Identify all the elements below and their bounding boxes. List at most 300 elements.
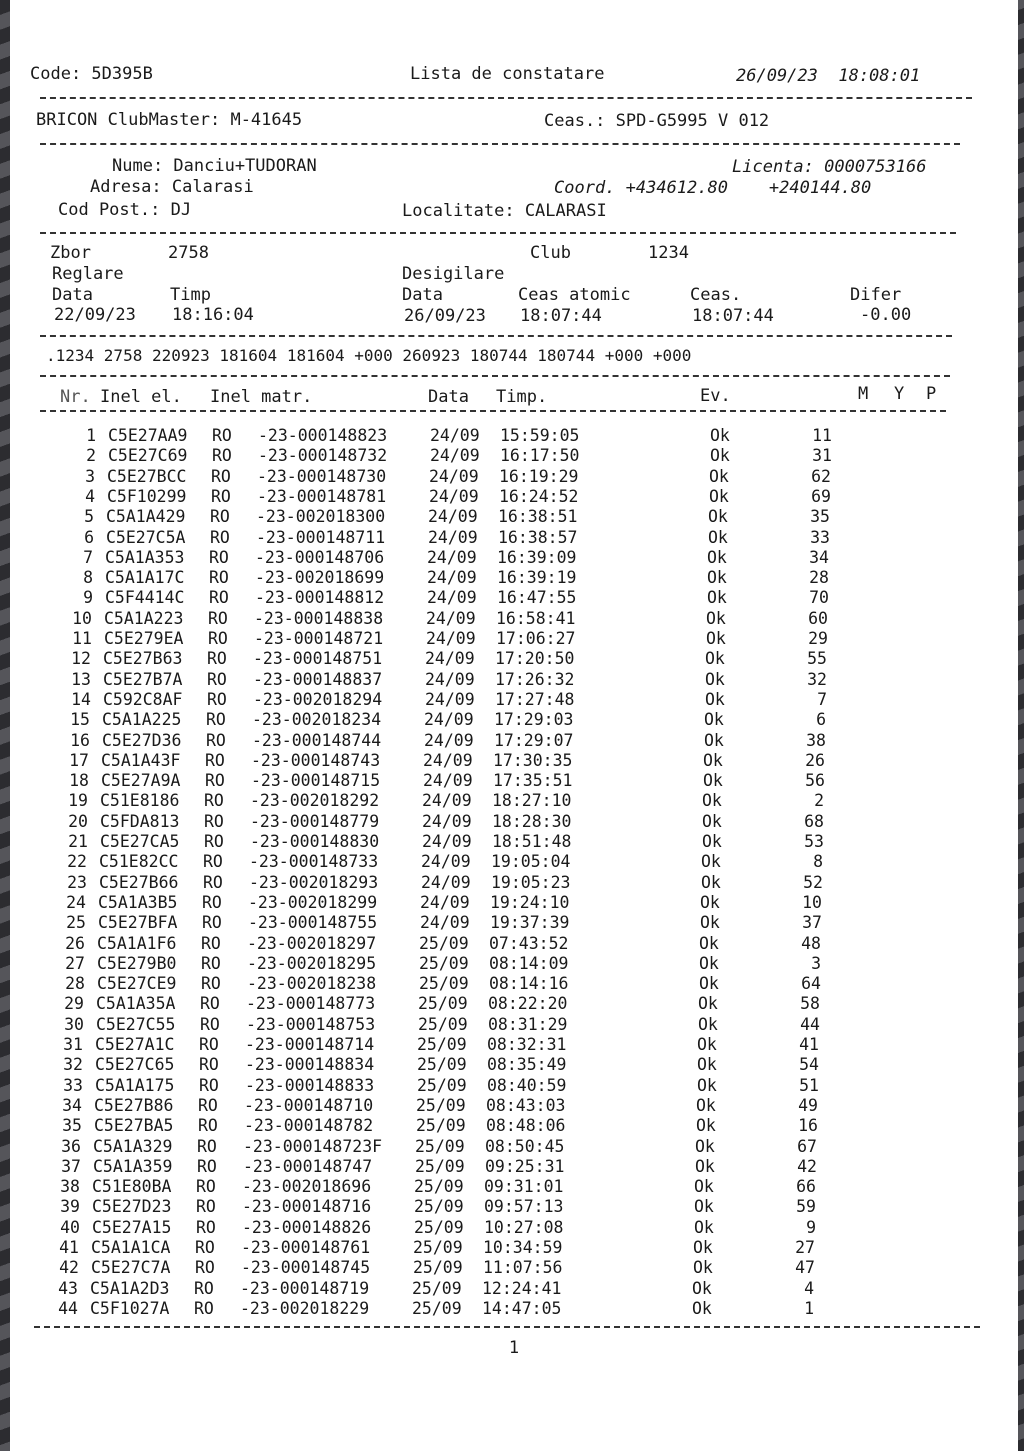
arrival-time: 09:57:13 — [484, 1197, 564, 1217]
ring-matricol: -23-000148747 — [243, 1156, 373, 1176]
ring-country: RO — [211, 466, 231, 486]
event-status: Ok — [706, 629, 726, 648]
row-value: 3 — [811, 953, 821, 973]
event-status: Ok — [709, 466, 729, 486]
arrival-date: 24/09 — [426, 608, 476, 628]
row-number: 7 — [83, 547, 93, 567]
row-number: 34 — [62, 1095, 82, 1115]
clock-label: Ceas.: SPD-G5995 V 012 — [544, 111, 770, 131]
arrival-date: 25/09 — [415, 1136, 465, 1156]
row-number: 1 — [86, 426, 96, 445]
row-number: 8 — [83, 568, 93, 588]
arrival-date: 24/09 — [425, 649, 475, 669]
divider — [40, 97, 972, 99]
table-row — [10, 670, 1005, 690]
ring-country: RO — [204, 791, 224, 811]
event-status: Ok — [695, 1136, 715, 1156]
event-status: Ok — [694, 1177, 714, 1197]
row-number: 20 — [68, 811, 88, 831]
electronic-ring: C5E27B86 — [94, 1095, 174, 1115]
ring-country: RO — [201, 933, 221, 953]
row-value: 67 — [797, 1136, 817, 1156]
arrival-time: 18:51:48 — [492, 832, 572, 851]
row-number: 42 — [59, 1258, 79, 1278]
arrival-date: 24/09 — [422, 791, 472, 811]
row-number: 33 — [63, 1075, 83, 1095]
arrival-time: 17:29:03 — [494, 710, 574, 730]
event-status: Ok — [694, 1197, 714, 1217]
arrival-date: 25/09 — [416, 1116, 466, 1136]
ring-matricol: -23-000148781 — [257, 486, 387, 506]
col-ev: Ev. — [700, 386, 731, 406]
row-number: 32 — [63, 1055, 83, 1075]
row-value: 42 — [797, 1156, 817, 1176]
ring-country: RO — [198, 1116, 218, 1136]
ring-country: RO — [208, 629, 228, 648]
row-number: 27 — [65, 953, 85, 973]
ring-country: RO — [212, 446, 232, 466]
device-label: BRICON ClubMaster: M-41645 — [36, 110, 303, 130]
arrival-time: 16:58:41 — [496, 608, 576, 628]
row-number: 21 — [68, 832, 88, 851]
arrival-time: 19:05:04 — [491, 852, 571, 872]
arrival-date: 25/09 — [419, 953, 469, 973]
ring-matricol: -23-000148812 — [255, 588, 385, 608]
ring-country: RO — [212, 426, 232, 445]
event-status: Ok — [693, 1258, 713, 1278]
arrival-time: 10:27:08 — [484, 1217, 564, 1237]
row-value: 1 — [804, 1298, 814, 1318]
arrival-time: 08:32:31 — [487, 1035, 567, 1054]
row-value: 54 — [799, 1055, 819, 1075]
arrival-time: 16:24:52 — [499, 486, 579, 506]
electronic-ring: C5E27BA5 — [94, 1116, 174, 1136]
row-number: 18 — [69, 771, 89, 791]
arrival-time: 09:25:31 — [485, 1156, 565, 1176]
row-value: 33 — [810, 527, 830, 547]
event-status: Ok — [702, 832, 722, 851]
row-value: 56 — [805, 771, 825, 791]
electronic-ring: C5E27CA5 — [100, 832, 180, 851]
arrival-date: 24/09 — [420, 892, 470, 912]
arrival-time: 08:35:49 — [487, 1055, 567, 1075]
event-status: Ok — [698, 994, 718, 1014]
ring-country: RO — [207, 689, 227, 709]
arrival-time: 08:50:45 — [485, 1136, 565, 1156]
ring-matricol: -23-002018699 — [255, 568, 385, 588]
ring-country: RO — [196, 1197, 216, 1217]
arrival-date: 24/09 — [422, 811, 472, 831]
arrival-time: 17:29:07 — [494, 730, 574, 750]
arrival-time: 08:14:16 — [489, 974, 569, 994]
ring-matricol: -23-000148706 — [255, 547, 385, 567]
ring-country: RO — [210, 527, 230, 547]
table-row — [10, 1035, 997, 1055]
electronic-ring: C5E27B63 — [103, 649, 183, 669]
divider — [40, 335, 952, 337]
table-row — [10, 609, 1006, 629]
event-status: Ok — [696, 1116, 716, 1136]
event-status: Ok — [693, 1238, 713, 1257]
ring-matricol: -23-000148773 — [246, 994, 376, 1014]
table-row — [10, 994, 998, 1014]
row-number: 13 — [71, 669, 91, 689]
code-label: Code: 5D395B — [30, 64, 153, 84]
event-status: Ok — [699, 953, 719, 973]
ring-matricol: -23-002018238 — [247, 974, 377, 994]
ring-country: RO — [204, 811, 224, 831]
event-status: Ok — [710, 446, 730, 466]
row-number: 9 — [83, 588, 93, 608]
locality: Localitate: CALARASI — [402, 201, 607, 221]
col-p: P — [926, 384, 937, 404]
table-row — [10, 934, 999, 954]
ring-matricol: -23-000148716 — [242, 1197, 372, 1217]
col-inel-el: Inel el. — [100, 387, 182, 407]
table-row — [10, 528, 1008, 548]
arrival-date: 25/09 — [417, 1075, 467, 1095]
arrival-date: 25/09 — [417, 1035, 467, 1054]
ceas-time: 18:07:44 — [692, 306, 774, 326]
ring-country: RO — [205, 771, 225, 791]
arrival-time: 08:22:20 — [488, 994, 568, 1014]
row-value: 7 — [817, 689, 827, 709]
electronic-ring: C5E27D36 — [102, 730, 182, 750]
arrival-time: 15:59:05 — [500, 426, 580, 445]
ring-matricol: -23-002018229 — [240, 1298, 370, 1318]
row-number: 35 — [62, 1116, 82, 1136]
event-status: Ok — [697, 1035, 717, 1054]
row-value: 32 — [807, 669, 827, 689]
page-number: 1 — [508, 1338, 520, 1358]
arrival-time: 16:39:09 — [497, 547, 577, 567]
table-row — [10, 954, 999, 974]
table-row — [10, 1279, 992, 1299]
ring-country: RO — [194, 1278, 214, 1298]
event-status: Ok — [701, 872, 721, 892]
ring-matricol: -23-000148761 — [241, 1238, 371, 1257]
ring-matricol: -23-002018696 — [242, 1177, 372, 1197]
arrival-time: 16:17:50 — [500, 446, 580, 466]
event-status: Ok — [696, 1095, 716, 1115]
ring-country: RO — [201, 974, 221, 994]
table-row — [10, 710, 1004, 730]
table-row — [10, 467, 1009, 487]
row-value: 29 — [808, 629, 828, 648]
ring-country: RO — [199, 1055, 219, 1075]
arrival-date: 24/09 — [420, 913, 470, 933]
ring-matricol: -23-000148782 — [244, 1116, 374, 1136]
reglare-data-label: Data — [52, 285, 93, 305]
row-number: 10 — [72, 608, 92, 628]
arrival-date: 24/09 — [430, 446, 480, 466]
table-row — [10, 771, 1003, 791]
electronic-ring: C5E279B0 — [97, 953, 177, 973]
row-value: 70 — [809, 588, 829, 608]
row-value: 34 — [809, 547, 829, 567]
arrival-time: 10:34:59 — [483, 1238, 563, 1257]
ring-matricol: -23-002018234 — [252, 710, 382, 730]
row-value: 52 — [803, 872, 823, 892]
table-row — [10, 649, 1005, 669]
arrival-time: 17:27:48 — [495, 689, 575, 709]
ring-matricol: -23-002018295 — [247, 953, 377, 973]
arrival-date: 24/09 — [427, 568, 477, 588]
row-value: 64 — [801, 974, 821, 994]
table-row — [10, 1076, 997, 1096]
row-number: 12 — [71, 649, 91, 669]
ring-country: RO — [195, 1238, 215, 1257]
row-value: 47 — [795, 1258, 815, 1278]
table-row — [10, 1258, 993, 1278]
row-value: 35 — [810, 507, 830, 527]
event-status: Ok — [697, 1055, 717, 1075]
row-number: 31 — [63, 1035, 83, 1054]
arrival-time: 08:31:29 — [488, 1014, 568, 1034]
row-number: 22 — [67, 852, 87, 872]
table-row — [10, 852, 1001, 872]
row-value: 41 — [799, 1035, 819, 1054]
row-number: 36 — [61, 1136, 81, 1156]
ring-country: RO — [194, 1298, 214, 1318]
row-number: 17 — [69, 750, 89, 770]
zbor-label: Zbor — [50, 243, 91, 263]
table-row — [10, 1197, 994, 1217]
table-row — [10, 446, 1010, 466]
arrival-time: 17:20:50 — [495, 649, 575, 669]
table-row — [10, 1096, 996, 1116]
arrival-time: 17:30:35 — [493, 750, 573, 770]
divider — [40, 375, 950, 377]
arrival-time: 19:05:23 — [491, 872, 571, 892]
arrival-date: 24/09 — [428, 507, 478, 527]
row-number: 29 — [64, 994, 84, 1014]
event-status: Ok — [710, 426, 730, 445]
ring-country: RO — [209, 588, 229, 608]
row-number: 16 — [70, 730, 90, 750]
electronic-ring: C5A1A175 — [95, 1075, 175, 1095]
ring-matricol: -23-000148753 — [246, 1014, 376, 1034]
event-status: Ok — [707, 547, 727, 567]
col-inel-matr: Inel matr. — [210, 387, 313, 407]
ceas-label: Ceas. — [690, 285, 742, 305]
table-row — [10, 974, 999, 994]
reglare-time: 18:16:04 — [172, 305, 254, 325]
row-value: 66 — [796, 1177, 816, 1197]
arrival-time: 09:31:01 — [484, 1177, 564, 1197]
ring-country: RO — [207, 669, 227, 689]
arrival-date: 24/09 — [428, 527, 478, 547]
electronic-ring: C5A1A17C — [105, 568, 185, 588]
arrival-date: 25/09 — [419, 974, 469, 994]
ring-matricol: -23-000148779 — [250, 811, 380, 831]
postal-code: Cod Post.: DJ — [58, 200, 192, 220]
electronic-ring: C5E27D23 — [92, 1197, 172, 1217]
row-number: 25 — [66, 913, 86, 933]
row-value: 59 — [796, 1197, 816, 1217]
event-status: Ok — [705, 649, 725, 669]
table-row — [10, 690, 1005, 710]
electronic-ring: C5E27A1C — [95, 1035, 175, 1054]
table-row — [10, 548, 1007, 568]
ring-matricol: -23-000148751 — [253, 649, 383, 669]
arrival-time: 16:38:57 — [498, 527, 578, 547]
ring-matricol: -23-000148714 — [245, 1035, 375, 1054]
desigilare-label: Desigilare — [402, 264, 505, 284]
electronic-ring: C5FDA813 — [100, 811, 180, 831]
row-value: 55 — [807, 649, 827, 669]
arrival-time: 16:19:29 — [499, 466, 579, 486]
license-number: Licenta: 0000753166 — [732, 157, 927, 177]
row-number: 30 — [64, 1014, 84, 1034]
event-status: Ok — [695, 1156, 715, 1176]
table-row — [10, 568, 1007, 588]
club-label: Club — [530, 243, 571, 263]
row-value: 2 — [814, 791, 824, 811]
event-status: Ok — [700, 892, 720, 912]
arrival-date: 24/09 — [425, 689, 475, 709]
event-status: Ok — [708, 507, 728, 527]
electronic-ring: C5A1A1CA — [91, 1238, 171, 1257]
event-status: Ok — [707, 588, 727, 608]
row-value: 37 — [802, 913, 822, 933]
owner-address: Adresa: Calarasi — [90, 177, 254, 197]
event-status: Ok — [703, 750, 723, 770]
arrival-time: 12:24:41 — [482, 1278, 562, 1298]
arrival-time: 16:38:51 — [498, 507, 578, 527]
ring-matricol: -23-000148833 — [245, 1075, 375, 1095]
col-y: Y — [894, 384, 905, 404]
ring-matricol: -23-000148826 — [242, 1217, 372, 1237]
row-number: 38 — [60, 1177, 80, 1197]
row-number: 43 — [58, 1278, 78, 1298]
ring-matricol: -23-000148830 — [250, 832, 380, 851]
ring-matricol: -23-000148743 — [251, 750, 381, 770]
table-row — [10, 751, 1003, 771]
event-status: Ok — [706, 608, 726, 628]
arrival-date: 25/09 — [413, 1238, 463, 1257]
divider — [40, 143, 960, 145]
ring-matricol: -23-002018293 — [249, 872, 379, 892]
arrival-time: 08:14:09 — [489, 953, 569, 973]
ring-matricol: -23-000148711 — [256, 527, 386, 547]
table-row — [10, 629, 1006, 649]
ring-country: RO — [197, 1156, 217, 1176]
arrival-date: 25/09 — [418, 994, 468, 1014]
event-status: Ok — [709, 486, 729, 506]
arrival-date: 25/09 — [419, 933, 469, 953]
row-number: 44 — [58, 1298, 78, 1318]
row-number: 19 — [68, 791, 88, 811]
ring-matricol: -23-002018294 — [253, 689, 383, 709]
arrival-time: 18:28:30 — [492, 811, 572, 831]
electronic-ring: C5A1A35A — [96, 994, 176, 1014]
ring-country: RO — [207, 649, 227, 669]
arrival-date: 25/09 — [415, 1156, 465, 1176]
col-timp: Timp. — [496, 387, 548, 407]
ring-country: RO — [202, 892, 222, 912]
row-value: 26 — [805, 750, 825, 770]
arrival-date: 25/09 — [414, 1217, 464, 1237]
ring-matricol: -23-000148837 — [253, 669, 383, 689]
electronic-ring: C5E27C65 — [95, 1055, 175, 1075]
electronic-ring: C5E27C7A — [91, 1258, 171, 1278]
ring-country: RO — [205, 750, 225, 770]
event-status: Ok — [705, 689, 725, 709]
row-value: 62 — [811, 466, 831, 486]
owner-name: Nume: Danciu+TUDORAN — [112, 156, 317, 176]
row-number: 28 — [65, 974, 85, 994]
ring-matricol: -23-000148719 — [240, 1278, 370, 1298]
row-value: 16 — [798, 1116, 818, 1136]
arrival-time: 08:43:03 — [486, 1095, 566, 1115]
row-number: 4 — [85, 486, 95, 506]
row-number: 26 — [65, 933, 85, 953]
divider — [40, 410, 946, 412]
arrival-date: 25/09 — [412, 1278, 462, 1298]
ring-matricol: -23-000148732 — [258, 446, 388, 466]
arrival-date: 24/09 — [423, 750, 473, 770]
table-row — [10, 1055, 997, 1075]
arrival-time: 17:35:51 — [493, 771, 573, 791]
electronic-ring: C5F10299 — [107, 486, 187, 506]
electronic-ring: C5E27A15 — [92, 1217, 172, 1237]
row-number: 39 — [60, 1197, 80, 1217]
event-status: Ok — [694, 1217, 714, 1237]
arrival-time: 17:26:32 — [495, 669, 575, 689]
electronic-ring: C5E27C5A — [106, 527, 186, 547]
arrival-date: 24/09 — [424, 730, 474, 750]
arrival-date: 24/09 — [430, 426, 480, 445]
row-number: 11 — [72, 629, 92, 648]
row-value: 6 — [816, 710, 826, 730]
arrival-time: 11:07:56 — [483, 1258, 563, 1278]
electronic-ring: C5E27C55 — [96, 1014, 176, 1034]
arrival-time: 19:24:10 — [490, 892, 570, 912]
ring-country: RO — [196, 1217, 216, 1237]
arrival-date: 25/09 — [417, 1055, 467, 1075]
ring-country: RO — [203, 872, 223, 892]
arrival-time: 19:37:39 — [490, 913, 570, 933]
row-value: 53 — [804, 832, 824, 851]
electronic-ring: C51E82CC — [99, 852, 179, 872]
col-nr: Nr. — [60, 387, 91, 407]
ring-matricol: -23-000148730 — [257, 466, 387, 486]
electronic-ring: C5E27CE9 — [97, 974, 177, 994]
coordinates: Coord. +434612.80 +240144.80 — [554, 178, 872, 198]
table-row — [10, 832, 1002, 852]
row-number: 41 — [59, 1238, 79, 1257]
arrival-date: 25/09 — [418, 1014, 468, 1034]
arrival-time: 17:06:27 — [496, 629, 576, 648]
electronic-ring: C5A1A353 — [105, 547, 185, 567]
electronic-ring: C5E27B7A — [103, 669, 183, 689]
ring-country: RO — [197, 1136, 217, 1156]
ring-matricol: -23-002018300 — [256, 507, 386, 527]
electronic-ring: C592C8AF — [103, 689, 183, 709]
event-status: Ok — [692, 1298, 712, 1318]
print-datetime: 26/09/23 18:08:01 — [736, 66, 921, 86]
row-value: 31 — [812, 446, 832, 466]
table-row — [10, 507, 1008, 527]
difer-label: Difer — [850, 285, 902, 305]
ceas-atomic-label: Ceas atomic — [518, 285, 631, 305]
arrival-date: 25/09 — [416, 1095, 466, 1115]
electronic-ring: C5F1027A — [90, 1298, 170, 1318]
ring-matricol: -23-000148721 — [254, 629, 384, 648]
arrival-date: 24/09 — [427, 547, 477, 567]
ring-matricol: -23-000148745 — [241, 1258, 371, 1278]
